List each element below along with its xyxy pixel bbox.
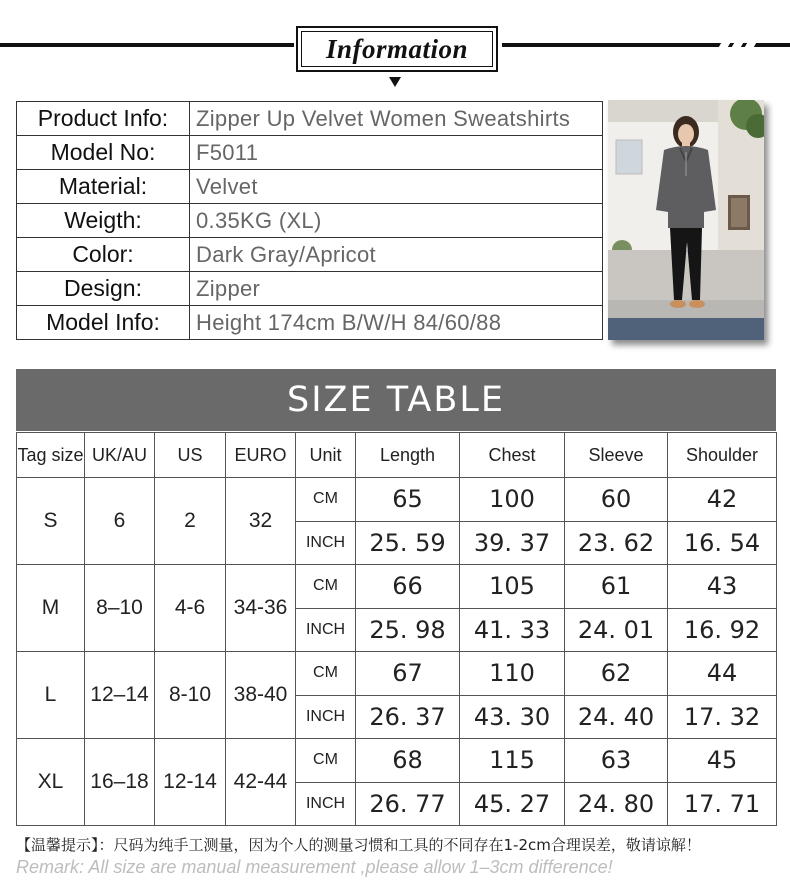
info-value: Dark Gray/Apricot (190, 238, 603, 272)
length-cell: 26. 77 (356, 782, 460, 826)
column-header: UK/AU (85, 433, 155, 478)
length-cell: 65 (356, 478, 460, 522)
info-label: Model Info: (17, 306, 190, 340)
info-value: F5011 (190, 136, 603, 170)
info-row (17, 204, 603, 238)
length-cell: 26. 37 (356, 695, 460, 739)
model-illustration (608, 100, 764, 340)
remark-english: Remark: All size are manual measurement ,please allow 1–3cm difference! (16, 857, 613, 877)
info-value: Zipper (190, 272, 603, 306)
sleeve-cell: 62 (565, 652, 668, 696)
info-value: Height 174cm B/W/H 84/60/88 (190, 306, 603, 340)
euro-size-cell: 34-36 (226, 565, 296, 652)
unit-cell: CM (296, 478, 356, 522)
shoulder-cell: 44 (668, 652, 777, 696)
unit-cell: CM (296, 565, 356, 609)
unit-cell: CM (296, 652, 356, 696)
info-row (17, 136, 603, 170)
chest-cell: 45. 27 (460, 782, 565, 826)
table-row (17, 565, 777, 609)
tag-size-cell: M (17, 565, 85, 652)
info-row (17, 272, 603, 306)
column-header: US (155, 433, 226, 478)
info-value: 0.35KG (XL) (190, 204, 603, 238)
uk-size-cell: 12–14 (85, 652, 155, 739)
column-header: Tag size (17, 433, 85, 478)
shoulder-cell: 17. 32 (668, 695, 777, 739)
column-header: Chest (460, 433, 565, 478)
header-rule-left (0, 43, 294, 47)
uk-size-cell: 8–10 (85, 565, 155, 652)
sleeve-cell: 23. 62 (565, 521, 668, 565)
length-cell: 25. 98 (356, 608, 460, 652)
unit-cell: INCH (296, 521, 356, 565)
table-row (17, 739, 777, 783)
model-photo (608, 100, 764, 340)
shoulder-cell: 16. 54 (668, 521, 777, 565)
us-size-cell: 2 (155, 478, 226, 565)
length-cell: 68 (356, 739, 460, 783)
product-info-table (16, 101, 603, 340)
uk-size-cell: 6 (85, 478, 155, 565)
sleeve-cell: 60 (565, 478, 668, 522)
info-label: Model No: (17, 136, 190, 170)
info-label: Weigth: (17, 204, 190, 238)
sleeve-cell: 61 (565, 565, 668, 609)
length-cell: 66 (356, 565, 460, 609)
header-rule-dash (731, 42, 743, 48)
chest-cell: 100 (460, 478, 565, 522)
shoulder-cell: 16. 92 (668, 608, 777, 652)
info-label: Material: (17, 170, 190, 204)
info-row (17, 306, 603, 340)
unit-cell: INCH (296, 608, 356, 652)
chest-cell: 105 (460, 565, 565, 609)
chest-cell: 110 (460, 652, 565, 696)
chest-cell: 39. 37 (460, 521, 565, 565)
euro-size-cell: 32 (226, 478, 296, 565)
sleeve-cell: 24. 40 (565, 695, 668, 739)
column-header: Unit (296, 433, 356, 478)
chest-cell: 43. 30 (460, 695, 565, 739)
size-table-title: SIZE TABLE (16, 369, 776, 431)
unit-cell: INCH (296, 695, 356, 739)
info-value: Velvet (190, 170, 603, 204)
table-row (17, 652, 777, 696)
table-row (17, 478, 777, 522)
info-label: Color: (17, 238, 190, 272)
info-label: Product Info: (17, 102, 190, 136)
header-rule-dash (744, 42, 756, 48)
column-header: EURO (226, 433, 296, 478)
us-size-cell: 12-14 (155, 739, 226, 826)
down-arrow-icon (389, 77, 401, 87)
info-row (17, 238, 603, 272)
info-value: Zipper Up Velvet Women Sweatshirts (190, 102, 603, 136)
info-label: Design: (17, 272, 190, 306)
sleeve-cell: 24. 80 (565, 782, 668, 826)
shoulder-cell: 45 (668, 739, 777, 783)
length-cell: 25. 59 (356, 521, 460, 565)
euro-size-cell: 42-44 (226, 739, 296, 826)
tag-size-cell: S (17, 478, 85, 565)
info-row (17, 102, 603, 136)
chest-cell: 41. 33 (460, 608, 565, 652)
column-header: Shoulder (668, 433, 777, 478)
sleeve-cell: 24. 01 (565, 608, 668, 652)
chest-cell: 115 (460, 739, 565, 783)
shoulder-cell: 42 (668, 478, 777, 522)
us-size-cell: 4-6 (155, 565, 226, 652)
unit-cell: CM (296, 739, 356, 783)
unit-cell: INCH (296, 782, 356, 826)
uk-size-cell: 16–18 (85, 739, 155, 826)
remark-chinese: 【温馨提示】：尺码为纯手工测量，因为个人的测量习惯和工具的不同存在1-2cm合理误差，敬请谅解！ (16, 836, 701, 854)
length-cell: 67 (356, 652, 460, 696)
header-title: Information (301, 31, 493, 67)
euro-size-cell: 38-40 (226, 652, 296, 739)
header-rule-dash (718, 42, 730, 48)
size-table (16, 432, 777, 826)
tag-size-cell: XL (17, 739, 85, 826)
shoulder-cell: 43 (668, 565, 777, 609)
info-row (17, 170, 603, 204)
shoulder-cell: 17. 71 (668, 782, 777, 826)
sleeve-cell: 63 (565, 739, 668, 783)
header-title-frame (296, 26, 498, 72)
column-header: Sleeve (565, 433, 668, 478)
tag-size-cell: L (17, 652, 85, 739)
column-header: Length (356, 433, 460, 478)
us-size-cell: 8-10 (155, 652, 226, 739)
size-table-header-row (17, 433, 777, 478)
